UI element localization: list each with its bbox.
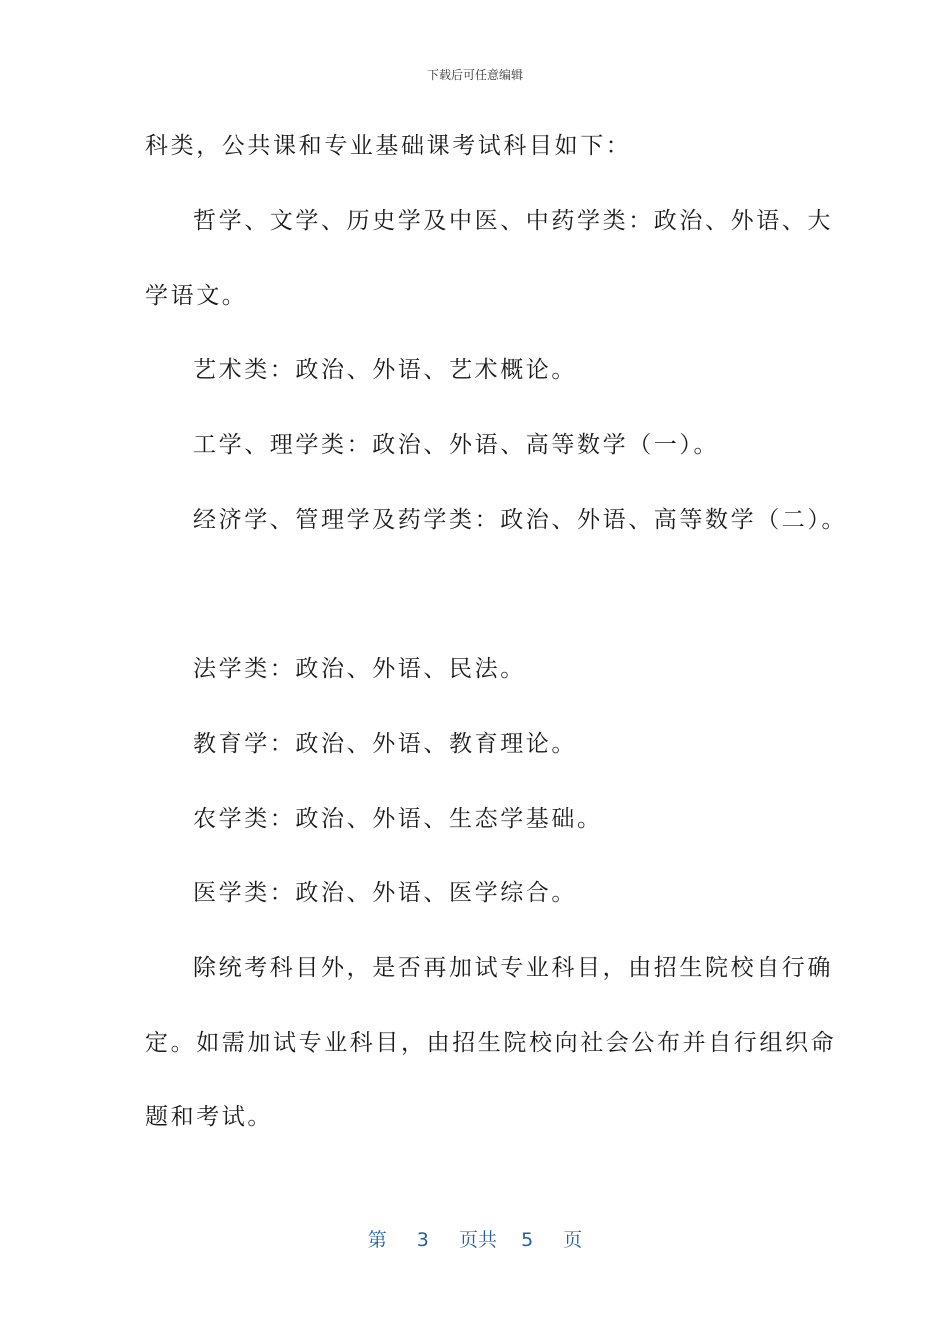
paragraph-line: 教育学：政治、外语、教育理论。 <box>193 731 577 757</box>
footer-page-number: 3 <box>416 1229 429 1251</box>
page-header: 下载后可任意编辑 <box>426 68 523 82</box>
paragraph-line: 哲学、文学、历史学及中医、中药学类：政治、外语、大 <box>193 208 833 234</box>
footer-prefix: 第 <box>367 1229 387 1251</box>
paragraph-line: 工学、理学类：政治、外语、高等数学（一）。 <box>193 432 720 458</box>
paragraph-line: 科类，公共课和专业基础课考试科目如下： <box>145 133 632 159</box>
paragraph-line: 艺术类：政治、外语、艺术概论。 <box>193 357 577 383</box>
paragraph-line: 题和考试。 <box>145 1104 273 1130</box>
paragraph-line: 学语文。 <box>145 283 248 309</box>
paragraph-line: 法学类：政治、外语、民法。 <box>193 656 526 682</box>
page-footer <box>0 1225 950 1252</box>
paragraph-line: 医学类：政治、外语、医学综合。 <box>193 880 577 906</box>
paragraph-line: 农学类：政治、外语、生态学基础。 <box>193 806 603 832</box>
footer-total-pages: 5 <box>521 1229 534 1251</box>
footer-suffix: 页 <box>563 1229 583 1251</box>
footer-middle: 页共 <box>458 1229 497 1251</box>
paragraph-line: 经济学、管理学及药学类：政治、外语、高等数学（二）。 <box>193 507 848 533</box>
paragraph-line: 定。如需加试专业科目，由招生院校向社会公布并自行组织命 <box>145 1030 837 1056</box>
paragraph-line: 除统考科目外，是否再加试专业科目，由招生院校自行确 <box>193 955 833 981</box>
